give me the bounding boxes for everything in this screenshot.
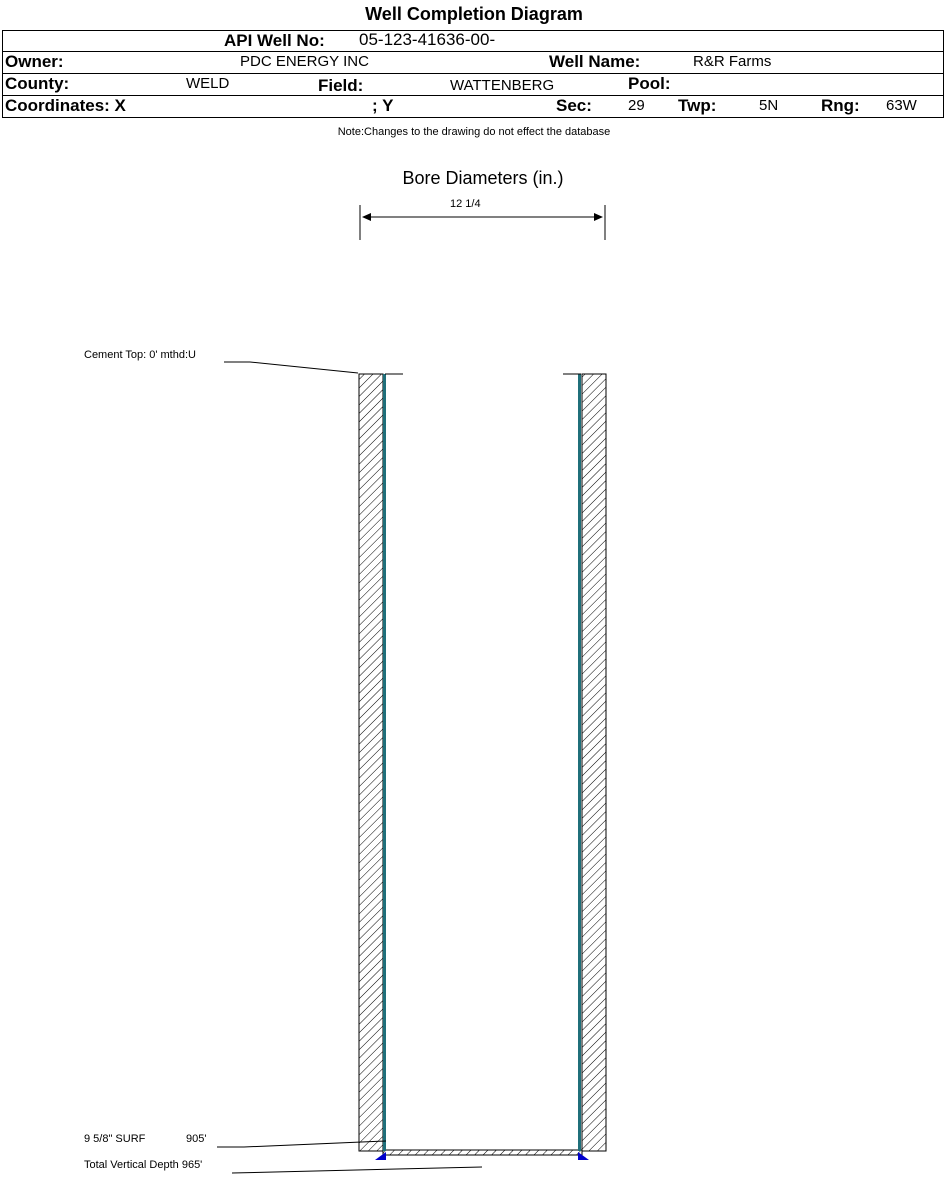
api-label: API Well No: [224,31,325,50]
section-label: Sec: [556,96,592,115]
casing-right [578,374,581,1151]
casing-name-label: 9 5/8" SURF [84,1133,146,1145]
casing-depth-label: 905' [186,1133,207,1145]
county-label: County: [5,74,70,93]
range-value: 63W [886,97,917,114]
diagram-title: Well Completion Diagram [365,4,583,24]
cement-left [359,374,383,1151]
total-depth-label: Total Vertical Depth 965' [84,1159,203,1171]
casing-left [383,374,386,1151]
cement-top-label: Cement Top: 0' mthd:U [84,349,196,361]
range-label: Rng: [821,96,860,115]
cement-bottom [383,1150,582,1155]
section-value: 29 [628,97,645,114]
api-value: 05-123-41636-00- [359,30,496,49]
bore-diameter-value: 12 1/4 [450,198,481,210]
township-value: 5N [759,97,779,114]
bore-diameters-title: Bore Diameters (in.) [402,168,564,188]
county-value: WELD [186,75,230,92]
cement-top-leader [224,362,358,373]
bore-dimension-line [360,205,605,240]
well-name-label: Well Name: [549,52,641,71]
database-note: Note:Changes to the drawing do not effect the database [337,126,611,138]
owner-label: Owner: [5,52,64,71]
coordinates-x-label: Coordinates: X [5,96,126,115]
owner-value: PDC ENERGY INC [240,53,369,70]
total-depth-leader [232,1167,482,1173]
township-label: Twp: [678,96,717,115]
field-value: WATTENBERG [450,77,555,94]
cement-right [582,374,606,1151]
coordinates-y-label: ; Y [372,96,394,115]
field-label: Field: [318,76,364,95]
pool-label: Pool: [628,74,671,93]
well-name-value: R&R Farms [693,53,772,70]
